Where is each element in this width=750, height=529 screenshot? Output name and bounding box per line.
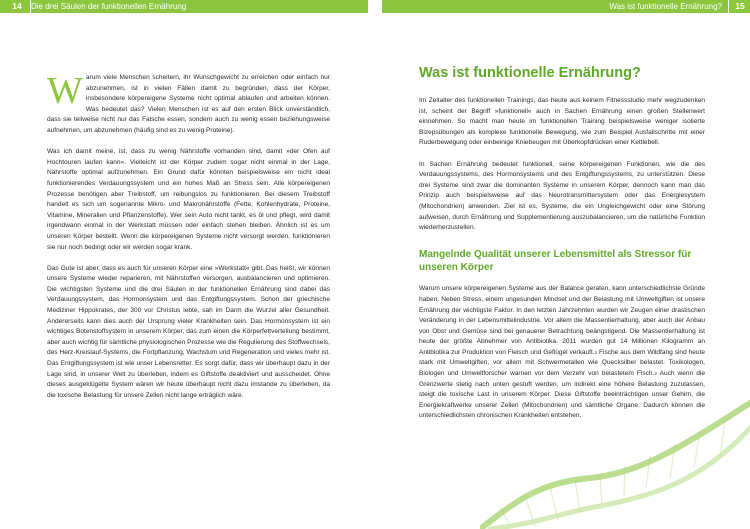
dna-helix-decoration <box>480 388 750 529</box>
paragraph-text: arum viele Menschen scheitern, ihr Wunschgewicht zu erreichen oder einfach nur abzunehmen, ist in vielen Fällen damit zu begründen, dass der Körper, insbesondere körpereigene Systeme nicht optimal ablaufen und arbeiten können. Was bedeutet das? Vielen Menschen ist es auf den ersten Blick unverständlich, dass sie teilweise nicht nur das Falsche essen, sondern auch zu wenig essen beziehungsweise aufnehmen, um abzunehmen (häufig sind es zu wenig Proteine). <box>47 74 330 134</box>
paragraph-text: Fische aus dem Wildfang sind heute stark mit Umweltgiften, vor allem mit Schwermetallen wie Quecksilber belastet. Toxikologen, Biologen und Umweltforscher warnen vor dem Verzehr von belastetem Fisch. <box>419 348 705 378</box>
paragraph <box>47 70 330 137</box>
running-title-left: Die drei Säulen der funktionellen Ernährung <box>31 2 187 11</box>
paragraph: Das Gute ist aber, dass es auch für unseren Körper eine »Werkstatt« gibt. Das heißt, wir können unsere Systeme wieder reparieren, mit Nährstoffen versorgen, ausbalancieren und optimieren. Die wichtigsten Systeme und die drei Säulen in der funktionellen Ernährung sind dabei das Verdauungssystem, das Hormonsystem und das Entgiftungssystem. Schon der griechische Mediziner Hippokrates, der 300 vor Christus lebte, sah im Darm die Wurzel aller Gesundheit. Andererseits kann dies auch der Ursprung vieler Krankheiten sein. Das Hormonsystem ist ein wichtiges Botenstoffsystem in unserem Körper, das zum einen die Körperfettverteilung bestimmt, aber auch wichtig für sämtliche physiologischen Prozesse wie die Regulierung des Stoffwechsels, des Herz-Kreislauf-Systems, die Fortpflanzung, Wachstum und Regeneration und vieles mehr ist. Das Entgiftungssystem ist wie unser Lebensretter. Es sorgt dafür, dass wir überhaupt dazu in der Lage sind, in unserer Welt zu überleben, indem es Giftstoffe deaktiviert und ausscheidet. Ohne dieses ausgeklügelte System wären wir heute überhaupt nicht dazu imstande zu überleben, da die toxische Belastung für unsere Zellen nicht lange erträglich wäre. <box>47 264 330 399</box>
footnote-marker: 1 <box>594 349 598 355</box>
subsection-heading: Mangelnde Qualität unserer Lebensmittel als Stressor für unseren Körper <box>419 249 692 274</box>
running-title-right: Was ist funktionelle Ernährung? <box>609 2 722 11</box>
paragraph-text: Warum unsere körpereigenen Systeme aus der Balance geraten, kann unterschiedlichste Gründe haben. Neben Stress, einem ungesunden Mindset und der Belastung mit Umweltgiften ist unsere Ernährung der wichtigste Faktor. In den letzten Jahrzehnten wurden wir Zeugen einer drastischen Veränderung in der Lebensmittelindustrie. Vor allem die Massentierhaltung, aber auch der Anbau von Obst und Gemüse sind bei genauerer Betrachtung beängstigend. Die Massentierhaltung ist heute der größte Abnehmer von Antibiotika. 2011 wurden gut 14 Millionen Kilogramm an Antibiotika zur Produktion von Fleisch und Geflügel verkauft. <box>419 285 705 356</box>
page-number-left: 14 <box>12 1 22 11</box>
helix-strand-2 <box>490 428 750 529</box>
drop-cap: W <box>47 70 83 112</box>
paragraph: In Sachen Ernährung bedeutet funktionell, seine körpereigenen Funktionen, wie die des Verdauungssystems, des Hormonsystems und des Entgiftungssystems, zu unterstützen. Diese drei Systeme sind zwar die dominanten Systeme in unserem Körper, dennoch kann man das Prinzip auch beispielsweise auf das Neurotransmittersystem oder das Energiesystem (Mitochondrien) anwenden. Ziel ist es, Systeme, die ein Ungleichgewicht oder eine Störung aufweisen, durch Ernährung und Supplementierung auszubalancieren, um die natürliche Funktion wiederherzustellen. <box>419 160 705 232</box>
section-heading: Was ist funktionelle Ernährung? <box>419 65 641 81</box>
left-page-body <box>47 70 330 412</box>
paragraph-text: Auch wenn die Grenzwerte stetig nach unten gestuft werden, um indirekt eine höhere Belastung zuzulassen, steigt die toxische Last in unserem Körper. Diese Giftstoffe beeinträchtigen unser Gehirn, die Energiekraftwerke unserer Zellen (Mitochondrien) und sämtliche Organe. Dadurch können die unterschiedlichsten chronischen Krankheiten entstehen. <box>419 370 706 420</box>
page-number-right: 15 <box>728 0 750 13</box>
right-page-body <box>419 96 705 433</box>
footnote-marker: 2 <box>654 371 657 377</box>
paragraph: Im Zeitalter des funktionellen Trainings, das heute aus keinem Fitnessstudio mehr wegzudenken ist, scheint der Begriff »funktionell« auch in Sachen Ernährung einen großen Stellenwert einnehmen. So macht man heute im funktionellen Training beispielsweise weniger isolierte Bizepsübungen als komplexe funktionelle Bewegung, wie zum Beispiel Ausfallschritte mit einer Ruderbewegung oder einbeinige Kniebeugen mit Überkopfdrücken einer Kettlebell. <box>419 97 705 147</box>
paragraph: Was ich damit meine, ist, dass zu wenig Nährstoffe vorhanden sind, damit »der Ofen auf Hochtouren laufen kann«. Vielleicht ist der Körper zudem sogar nicht einmal in der Lage, Nährstoffe optimal aufzunehmen. Ein Grund dafür könnten beispielsweise ein nicht ideal funktionierendes Verdauungssystem und ein hohes Maß an Stress sein. Alle körpereigenen Prozesse benötigen aber Treibstoff, um reibungslos zu funktionieren. Bei diesem Treibstoff handelt es sich um sogenannte Mikro- und Makronährstoffe (Fette, Kohlenhydrate, Proteine, Vitamine, Mineralien und Pflanzenstoffe). Wer sein Auto nicht tankt, es öl und pflegt, wird damit irgendwann einmal in der Werkstatt müssen oder einfach stehen bleiben. Ähnlich ist es um unseren Körper bestellt. Wenn die körpereigenen Systeme nicht versorgt werden, funktionieren sie nur noch bedingt oder wir werden sogar krank. <box>47 148 330 251</box>
